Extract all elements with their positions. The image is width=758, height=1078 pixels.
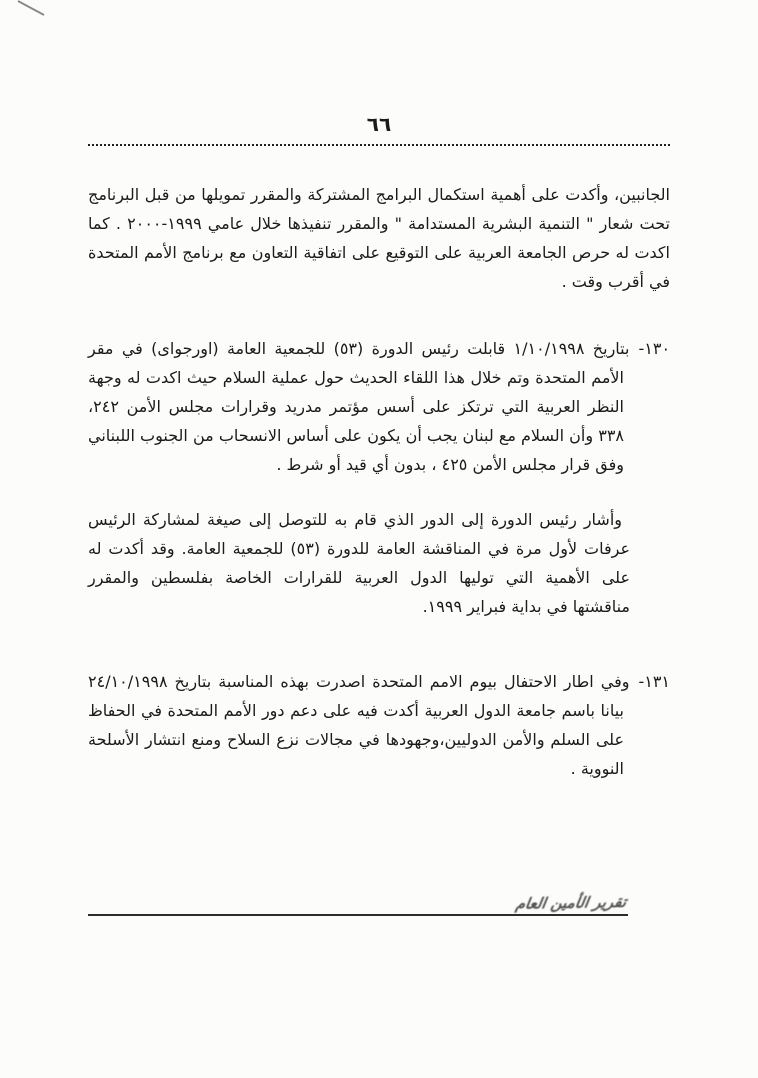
item-130-marker: ١٣٠-: [638, 339, 671, 358]
footer-rule: [88, 914, 628, 916]
paragraph-item-130: [88, 334, 670, 479]
paragraph-text: بتاريخ ١/١٠/١٩٩٨ قابلت رئيس الدورة (٥٣) للجمعية العامة (اورجواى) في مقر الأمم المتحدة وتم خلال هذا اللقاء الحديث حول عملية السلام حيث اكدت له وجهة النظر العربية التي ترتكز على أسس مؤتمر مدريد وقرارات مجلس الأمن ٢٤٢، ٣٣٨ وأن السلام مع لبنان يجب أن يكون على أساس الانسحاب من الجنوب اللبناني وفق قرار مجلس الأمن ٤٢٥ ، بدون أي قيد أو شرط .: [88, 339, 630, 474]
paragraph-text: وأشار رئيس الدورة إلى الدور الذي قام به للتوصل إلى صيغة لمشاركة الرئيس عرفات لأول مرة في المناقشة العامة للدورة (٥٣) للجمعية العامة. وقد أكدت له على الأهمية التي توليها الدول العربية للقرارات الخاصة بفلسطين والمقرر مناقشتها في بداية فبراير ١٩٩٩.: [88, 510, 630, 616]
handwritten-note: تقرير الأمين العام: [514, 893, 628, 913]
header-dotted-rule: [88, 142, 670, 146]
paragraph-item-131: [88, 667, 670, 783]
item-131-marker: ١٣١-: [638, 672, 670, 691]
page-content: [88, 180, 670, 783]
paragraph-text: وفي اطار الاحتفال بيوم الامم المتحدة اصدرت بهذه المناسبة بتاريخ ٢٤/١٠/١٩٩٨ بيانا باسم جامعة الدول العربية أكدت فيه على دعم دور الأمم المتحدة في الحفاظ على السلم والأمن الدوليين،وجهودها في مجالات نزع السلاح ومنع انتشار الأسلحة النووية .: [88, 672, 630, 778]
page-number: ٦٦: [366, 112, 392, 136]
paragraph-session-president-remarks: [88, 505, 670, 621]
page-footer: [88, 893, 628, 930]
paragraph-text: الجانبين، وأكدت على أهمية استكمال البرامج المشتركة والمقرر تمويلها من قبل البرنامج تحت شعار " التنمية البشرية المستدامة " والمقرر تنفيذها خلال عامي ١٩٩٩-٢٠٠٠ . كما اكدت له حرص الجامعة العربية على التوقيع على اتفاقية التعاون مع برنامج الأمم المتحدة في أقرب وقت .: [88, 185, 671, 291]
paragraph-continuation: [88, 180, 670, 296]
